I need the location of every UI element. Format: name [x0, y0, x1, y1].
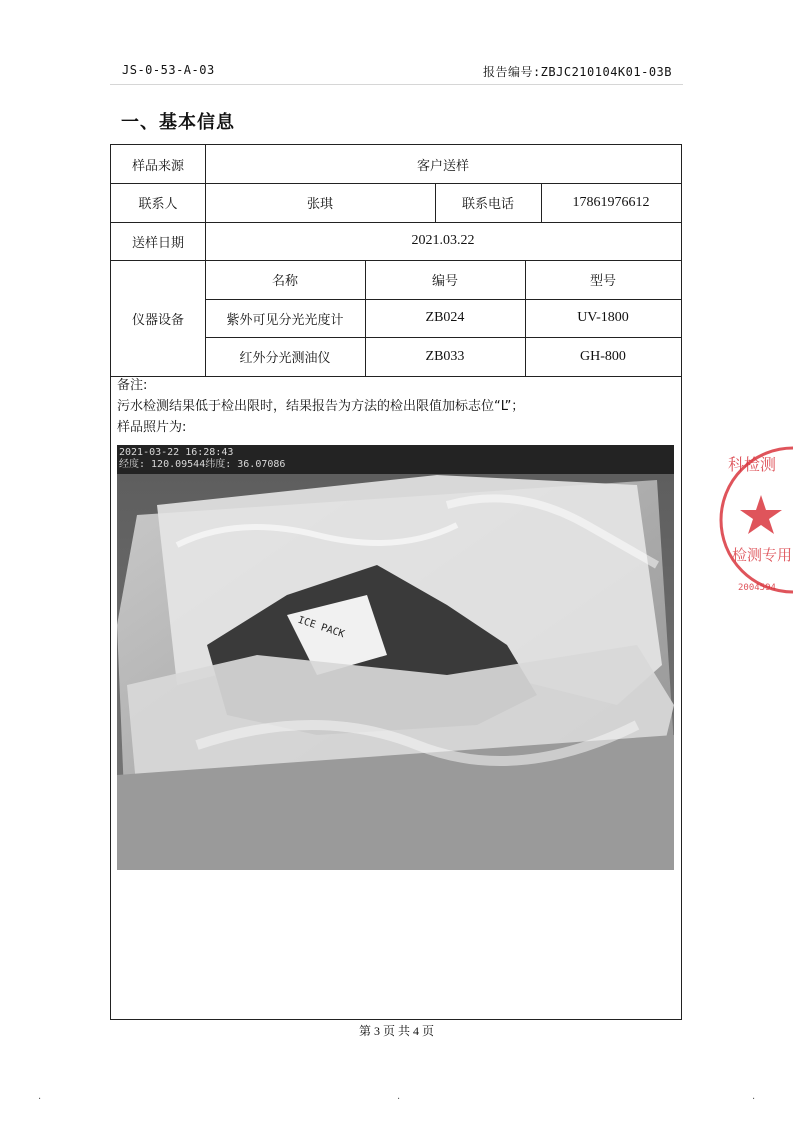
sample-source-label: 样品来源 [131, 158, 184, 174]
header-divider [110, 84, 683, 85]
instrument-code: ZB024 [425, 310, 465, 325]
photo-caption: 样品照片为: [117, 420, 187, 435]
page-indicator: 第 3 页 共 4 页 [358, 1024, 434, 1038]
contact-label: 联系人 [138, 197, 178, 212]
instrument-model: UV-1800 [577, 310, 629, 325]
scan-mark: · [397, 1094, 401, 1105]
notes-line: 污水检测结果低于检出限时，结果报告为方法的检出限值加标志位“L”； [117, 399, 525, 414]
star-icon [740, 495, 782, 534]
seal-text-top: 科检测 [728, 455, 777, 474]
phone-value: 17861976612 [572, 194, 650, 210]
notes-label: 备注: [117, 378, 148, 393]
ice-pack-label: ICE PACK [296, 614, 346, 641]
phone-label: 联系电话 [461, 197, 514, 212]
seal-number: 2004594 [738, 583, 776, 593]
inspection-seal [718, 440, 793, 610]
instrument-name: 紫外可见分光光度计 [226, 312, 344, 328]
date-label: 送样日期 [131, 235, 184, 251]
instrument-header-name: 名称 [271, 274, 298, 289]
photo-timestamp: 2021-03-22 16:28:43 [119, 447, 234, 458]
document-code: JS-0-53-A-03 [122, 63, 215, 77]
report-number: 报告编号:ZBJC210104K01-03B [482, 65, 672, 79]
scan-mark: · [38, 1094, 42, 1105]
instrument-code: ZB033 [425, 348, 465, 364]
date-value: 2021.03.22 [411, 233, 475, 248]
contact-value: 张琪 [306, 197, 333, 212]
scan-mark: · [752, 1094, 756, 1105]
instrument-model: GH-800 [580, 348, 626, 364]
section-title: 一、基本信息 [121, 112, 235, 133]
sample-photo-image [117, 445, 674, 870]
instruments-label: 仪器设备 [131, 312, 184, 328]
instrument-header-model: 型号 [589, 274, 616, 289]
instrument-header-code: 编号 [431, 274, 458, 289]
row-divider [111, 376, 681, 377]
sample-source-value: 客户送样 [416, 158, 469, 174]
photo-timestamp-bar [117, 445, 674, 474]
instrument-name: 红外分光测油仪 [239, 351, 331, 366]
seal-text-middle: 检测专用 [732, 546, 793, 564]
sample-photo [117, 445, 674, 870]
photo-coordinates: 经度: 120.09544纬度: 36.07086 [119, 459, 286, 470]
